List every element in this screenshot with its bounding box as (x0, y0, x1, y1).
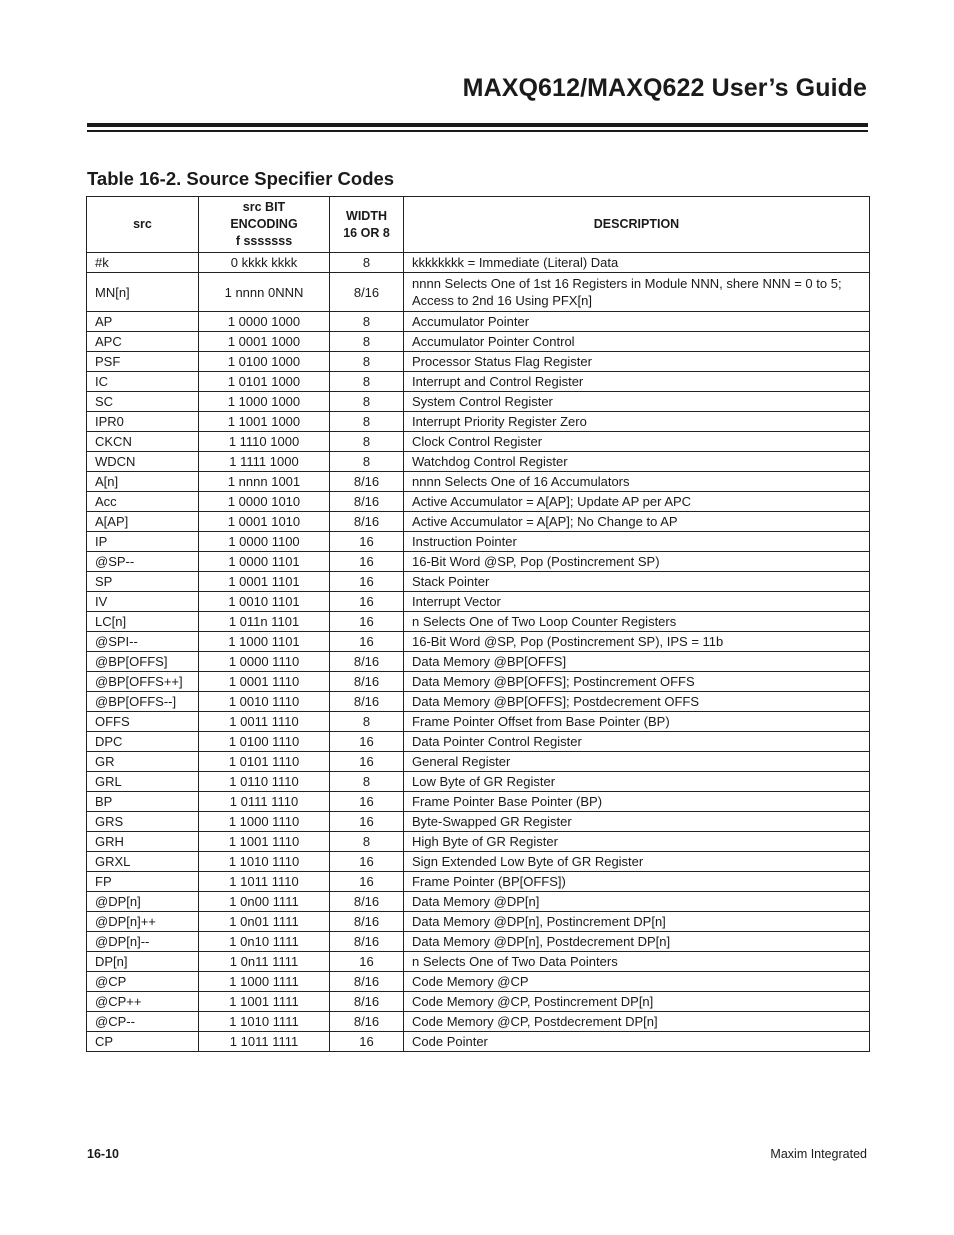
cell-src: @BP[OFFS++] (87, 672, 199, 692)
cell-width: 16 (330, 752, 404, 772)
cell-src: IP (87, 532, 199, 552)
cell-src: SP (87, 572, 199, 592)
cell-width: 16 (330, 612, 404, 632)
header-line: DESCRIPTION (593, 217, 680, 231)
cell-encoding: 1 0111 1110 (199, 792, 330, 812)
cell-src: IC (87, 372, 199, 392)
table-row (87, 372, 870, 392)
table-row (87, 552, 870, 572)
header-description (404, 197, 870, 253)
cell-width: 8 (330, 332, 404, 352)
cell-width: 16 (330, 872, 404, 892)
table-row (87, 792, 870, 812)
cell-src: @CP++ (87, 992, 199, 1012)
cell-description: Active Accumulator = A[AP]; Update AP per APC (404, 492, 870, 512)
header-line: WIDTH (346, 208, 387, 223)
cell-description: Byte-Swapped GR Register (404, 812, 870, 832)
cell-encoding: 1 0001 1101 (199, 572, 330, 592)
cell-width: 8 (330, 412, 404, 432)
cell-description: Data Memory @DP[n], Postdecrement DP[n] (404, 932, 870, 952)
cell-width: 8/16 (330, 912, 404, 932)
table-row (87, 452, 870, 472)
cell-src: DPC (87, 732, 199, 752)
cell-encoding: 1 1000 1000 (199, 392, 330, 412)
table-row (87, 672, 870, 692)
cell-width: 8/16 (330, 492, 404, 512)
cell-src: A[AP] (87, 512, 199, 532)
cell-encoding: 1 1011 1110 (199, 872, 330, 892)
table-row (87, 732, 870, 752)
table-row (87, 872, 870, 892)
cell-description: 16-Bit Word @SP, Pop (Postincrement SP) (404, 552, 870, 572)
table-row (87, 812, 870, 832)
cell-src: @CP-- (87, 1012, 199, 1032)
cell-width: 8 (330, 392, 404, 412)
cell-src: FP (87, 872, 199, 892)
cell-encoding: 1 0001 1000 (199, 332, 330, 352)
cell-width: 16 (330, 632, 404, 652)
cell-src: MN[n] (87, 273, 199, 312)
source-specifier-table (86, 196, 870, 1052)
header-line: ENCODING (230, 217, 298, 231)
table-row (87, 692, 870, 712)
cell-description: Instruction Pointer (404, 532, 870, 552)
cell-encoding: 1 nnnn 1001 (199, 472, 330, 492)
cell-encoding: 1 1001 1000 (199, 412, 330, 432)
cell-encoding: 1 1000 1111 (199, 972, 330, 992)
cell-src: #k (87, 253, 199, 273)
cell-description: Watchdog Control Register (404, 452, 870, 472)
cell-encoding: 1 1000 1101 (199, 632, 330, 652)
cell-width: 8/16 (330, 992, 404, 1012)
cell-description: Processor Status Flag Register (404, 352, 870, 372)
table-row (87, 592, 870, 612)
table-row (87, 992, 870, 1012)
cell-description: Stack Pointer (404, 572, 870, 592)
table-row (87, 852, 870, 872)
cell-description: Frame Pointer (BP[OFFS]) (404, 872, 870, 892)
cell-src: APC (87, 332, 199, 352)
cell-width: 16 (330, 572, 404, 592)
cell-description: Interrupt and Control Register (404, 372, 870, 392)
table-row (87, 1012, 870, 1032)
table-row (87, 512, 870, 532)
table-row (87, 892, 870, 912)
cell-width: 8 (330, 432, 404, 452)
table-row (87, 932, 870, 952)
cell-width: 8/16 (330, 472, 404, 492)
cell-src: @BP[OFFS] (87, 652, 199, 672)
cell-width: 16 (330, 732, 404, 752)
cell-width: 16 (330, 952, 404, 972)
table-row (87, 492, 870, 512)
cell-width: 8/16 (330, 1012, 404, 1032)
cell-src: @BP[OFFS--] (87, 692, 199, 712)
table-row (87, 712, 870, 732)
cell-encoding: 0 kkkk kkkk (199, 253, 330, 273)
cell-description: General Register (404, 752, 870, 772)
cell-width: 16 (330, 1032, 404, 1052)
cell-description: Frame Pointer Base Pointer (BP) (404, 792, 870, 812)
header-line: src BIT (242, 200, 286, 214)
cell-width: 8 (330, 312, 404, 332)
cell-encoding: 1 0100 1110 (199, 732, 330, 752)
cell-description: Data Pointer Control Register (404, 732, 870, 752)
table-row (87, 772, 870, 792)
cell-description: Data Memory @DP[n], Postincrement DP[n] (404, 912, 870, 932)
cell-description: kkkkkkkk = Immediate (Literal) Data (404, 253, 870, 273)
cell-encoding: 1 0000 1010 (199, 492, 330, 512)
cell-description: Active Accumulator = A[AP]; No Change to AP (404, 512, 870, 532)
cell-encoding: 1 0n01 1111 (199, 912, 330, 932)
cell-src: GRH (87, 832, 199, 852)
header-src (87, 197, 199, 253)
cell-src: LC[n] (87, 612, 199, 632)
cell-description: n Selects One of Two Loop Counter Registers (404, 612, 870, 632)
cell-encoding: 1 1000 1110 (199, 812, 330, 832)
cell-src: PSF (87, 352, 199, 372)
cell-description: 16-Bit Word @SP, Pop (Postincrement SP), IPS = 11b (404, 632, 870, 652)
cell-encoding: 1 0001 1010 (199, 512, 330, 532)
publisher-name: Maxim Integrated (770, 1147, 867, 1161)
header-width (330, 197, 404, 253)
cell-description: Accumulator Pointer Control (404, 332, 870, 352)
cell-description: Low Byte of GR Register (404, 772, 870, 792)
page-number: 16-10 (87, 1147, 119, 1161)
cell-encoding: 1 0101 1000 (199, 372, 330, 392)
table-row (87, 612, 870, 632)
cell-width: 16 (330, 592, 404, 612)
cell-width: 8/16 (330, 972, 404, 992)
table-row (87, 972, 870, 992)
cell-width: 8 (330, 832, 404, 852)
table-row (87, 472, 870, 492)
cell-width: 8/16 (330, 672, 404, 692)
cell-description: Code Memory @CP, Postincrement DP[n] (404, 992, 870, 1012)
cell-src: GR (87, 752, 199, 772)
header-line: f sssssss (235, 234, 293, 248)
cell-encoding: 1 1111 1000 (199, 452, 330, 472)
cell-src: @CP (87, 972, 199, 992)
cell-src: AP (87, 312, 199, 332)
cell-src: CKCN (87, 432, 199, 452)
cell-src: @DP[n] (87, 892, 199, 912)
cell-description: System Control Register (404, 392, 870, 412)
cell-width: 8/16 (330, 652, 404, 672)
cell-width: 8/16 (330, 692, 404, 712)
table-row (87, 632, 870, 652)
cell-encoding: 1 nnnn 0NNN (199, 273, 330, 312)
cell-description: Interrupt Priority Register Zero (404, 412, 870, 432)
cell-encoding: 1 0n00 1111 (199, 892, 330, 912)
cell-width: 8/16 (330, 273, 404, 312)
cell-description: Data Memory @BP[OFFS]; Postincrement OFFS (404, 672, 870, 692)
cell-encoding: 1 0n10 1111 (199, 932, 330, 952)
cell-description: Clock Control Register (404, 432, 870, 452)
cell-width: 16 (330, 532, 404, 552)
cell-encoding: 1 1001 1110 (199, 832, 330, 852)
cell-src: SC (87, 392, 199, 412)
cell-src: Acc (87, 492, 199, 512)
cell-width: 16 (330, 792, 404, 812)
table-row (87, 1032, 870, 1052)
cell-description: Data Memory @BP[OFFS]; Postdecrement OFFS (404, 692, 870, 712)
cell-src: @DP[n]++ (87, 912, 199, 932)
cell-encoding: 1 1001 1111 (199, 992, 330, 1012)
cell-description: Code Pointer (404, 1032, 870, 1052)
cell-src: GRS (87, 812, 199, 832)
cell-src: DP[n] (87, 952, 199, 972)
cell-encoding: 1 0101 1110 (199, 752, 330, 772)
cell-encoding: 1 0000 1101 (199, 552, 330, 572)
cell-width: 8/16 (330, 892, 404, 912)
cell-description: Data Memory @BP[OFFS] (404, 652, 870, 672)
table-row (87, 332, 870, 352)
cell-src: A[n] (87, 472, 199, 492)
table-row (87, 752, 870, 772)
table-row (87, 253, 870, 273)
cell-encoding: 1 0n11 1111 (199, 952, 330, 972)
cell-src: GRXL (87, 852, 199, 872)
cell-description: nnnn Selects One of 1st 16 Registers in Module NNN, shere NNN = 0 to 5; Access to 2nd 16 Using PFX[n] (404, 273, 870, 312)
cell-encoding: 1 0011 1110 (199, 712, 330, 732)
table-row (87, 952, 870, 972)
cell-encoding: 1 0110 1110 (199, 772, 330, 792)
cell-src: WDCN (87, 452, 199, 472)
cell-encoding: 1 0010 1101 (199, 592, 330, 612)
table-caption: Table 16-2. Source Specifier Codes (87, 168, 395, 189)
cell-description: nnnn Selects One of 16 Accumulators (404, 472, 870, 492)
cell-src: @DP[n]-- (87, 932, 199, 952)
cell-src: BP (87, 792, 199, 812)
cell-src: GRL (87, 772, 199, 792)
cell-width: 8 (330, 452, 404, 472)
table-row (87, 392, 870, 412)
document-title: MAXQ612/MAXQ622 User’s Guide (462, 74, 867, 102)
cell-width: 8/16 (330, 512, 404, 532)
cell-description: Interrupt Vector (404, 592, 870, 612)
cell-width: 16 (330, 812, 404, 832)
cell-width: 8/16 (330, 932, 404, 952)
cell-src: OFFS (87, 712, 199, 732)
table-row (87, 412, 870, 432)
cell-encoding: 1 1010 1110 (199, 852, 330, 872)
table-row (87, 273, 870, 312)
header-encoding (199, 197, 330, 253)
table-row (87, 532, 870, 552)
table-body (87, 253, 870, 1052)
table-row (87, 652, 870, 672)
cell-encoding: 1 1110 1000 (199, 432, 330, 452)
table-row (87, 352, 870, 372)
cell-width: 8 (330, 772, 404, 792)
cell-src: CP (87, 1032, 199, 1052)
table-row (87, 312, 870, 332)
cell-encoding: 1 0001 1110 (199, 672, 330, 692)
cell-src: IPR0 (87, 412, 199, 432)
cell-encoding: 1 0010 1110 (199, 692, 330, 712)
table-row (87, 432, 870, 452)
cell-src: @SP-- (87, 552, 199, 572)
cell-description: n Selects One of Two Data Pointers (404, 952, 870, 972)
cell-encoding: 1 0000 1110 (199, 652, 330, 672)
cell-width: 16 (330, 552, 404, 572)
cell-width: 8 (330, 253, 404, 273)
header-rule-thin (87, 130, 868, 132)
cell-description: Code Memory @CP, Postdecrement DP[n] (404, 1012, 870, 1032)
cell-description: Data Memory @DP[n] (404, 892, 870, 912)
table-row (87, 572, 870, 592)
cell-encoding: 1 1011 1111 (199, 1032, 330, 1052)
cell-src: IV (87, 592, 199, 612)
cell-description: Sign Extended Low Byte of GR Register (404, 852, 870, 872)
cell-encoding: 1 011n 1101 (199, 612, 330, 632)
cell-description: Code Memory @CP (404, 972, 870, 992)
header-rule-thick (87, 123, 868, 127)
table-row (87, 832, 870, 852)
cell-description: Frame Pointer Offset from Base Pointer (BP) (404, 712, 870, 732)
cell-encoding: 1 0000 1000 (199, 312, 330, 332)
cell-encoding: 1 1010 1111 (199, 1012, 330, 1032)
cell-description: Accumulator Pointer (404, 312, 870, 332)
table-row (87, 912, 870, 932)
cell-width: 8 (330, 372, 404, 392)
cell-width: 8 (330, 712, 404, 732)
cell-width: 16 (330, 852, 404, 872)
cell-src: @SPI-- (87, 632, 199, 652)
header-line: 16 OR 8 (343, 225, 390, 240)
header-line: src (133, 217, 152, 231)
cell-encoding: 1 0000 1100 (199, 532, 330, 552)
table-header-row (87, 197, 870, 253)
cell-description: High Byte of GR Register (404, 832, 870, 852)
cell-encoding: 1 0100 1000 (199, 352, 330, 372)
cell-width: 8 (330, 352, 404, 372)
